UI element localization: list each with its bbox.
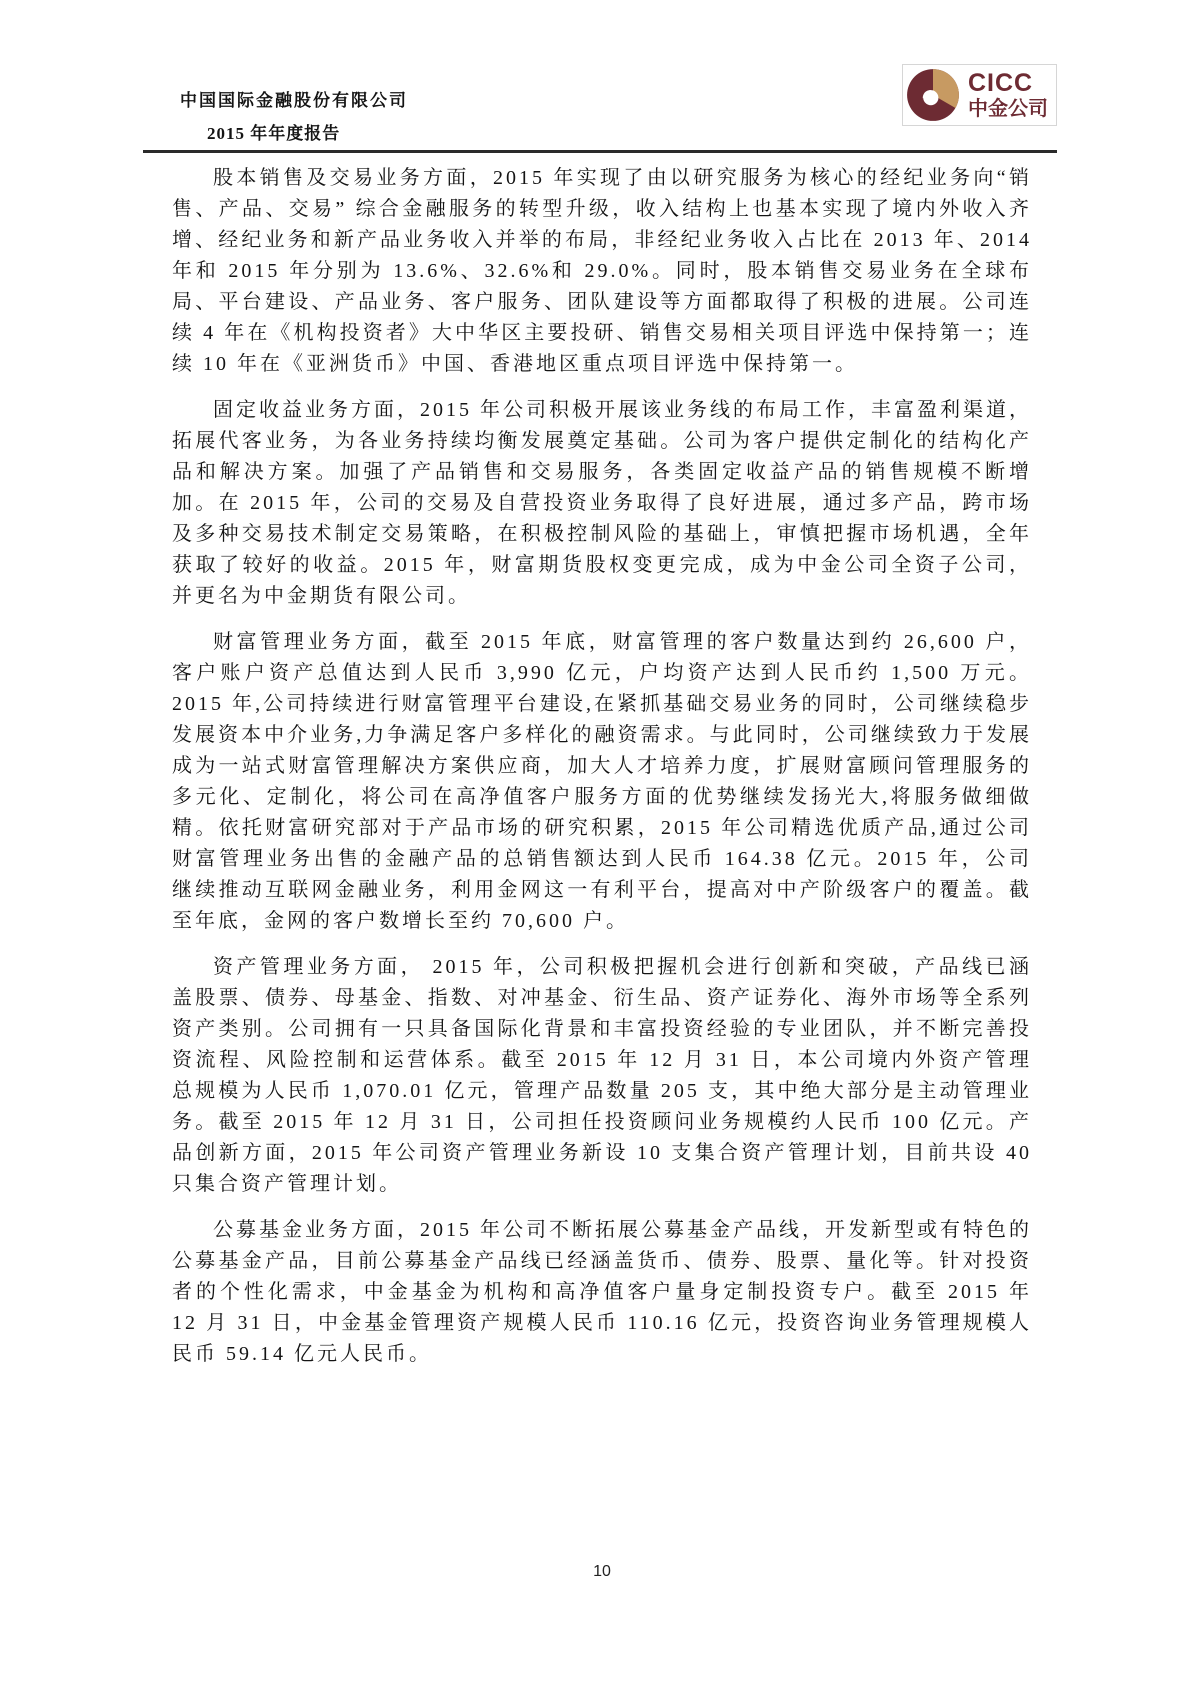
report-body (172, 163, 1032, 1385)
cicc-logo (902, 64, 1057, 126)
company-name: 中国国际金融股份有限公司 (180, 91, 408, 110)
cicc-logo-latin: CICC (968, 69, 1034, 97)
report-title: 2015 年年度报告 (207, 124, 341, 143)
header-divider (143, 150, 1057, 153)
paragraph-equity-sales-trading: 股本销售及交易业务方面，2015 年实现了由以研究服务为核心的经纪业务向“销售、产品、交易” 综合金融服务的转型升级，收入结构上也基本实现了境内外收入齐增、经纪业务和新产品业务收入并举的布局，非经纪业务收入占比在 2013 年、2014 年和 2015 年分别为 13.6%、32.6%和 29.0%。同时，股本销售交易业务在全球布局、平台建设、产品业务、客户服务、团队建设等方面都取得了积极的进展。公司连续 4 年在《机构投资者》大中华区主要投研、销售交易相关项目评选中保持第一；连续 10 年在《亚洲货币》中国、香港地区重点项目评选中保持第一。 (172, 167, 1032, 375)
cicc-logo-icon (906, 68, 960, 122)
paragraph-wealth-management: 财富管理业务方面，截至 2015 年底，财富管理的客户数量达到约 26,600 户，客户账户资产总值达到人民币 3,990 亿元，户均资产达到人民币约 1,500 万元。2015 年,公司持续进行财富管理平台建设,在紧抓基础交易业务的同时，公司继续稳步发展资本中介业务,力争满足客户多样化的融资需求。与此同时，公司继续致力于发展成为一站式财富管理解决方案供应商，加大人才培养力度，扩展财富顾问管理服务的多元化、定制化，将公司在高净值客户服务方面的优势继续发扬光大,将服务做细做精。依托财富研究部对于产品市场的研究积累，2015 年公司精选优质产品,通过公司财富管理业务出售的金融产品的总销售额达到人民币 164.38 亿元。2015 年，公司继续推动互联网金融业务，利用金网这一有利平台，提高对中产阶级客户的覆盖。截至年底，金网的客户数增长至约 70,600 户。 (172, 631, 1032, 932)
paragraph-fixed-income: 固定收益业务方面，2015 年公司积极开展该业务线的布局工作，丰富盈利渠道，拓展代客业务，为各业务持续均衡发展奠定基础。公司为客户提供定制化的结构化产品和解决方案。加强了产品销售和交易服务，各类固定收益产品的销售规模不断增加。在 2015 年，公司的交易及自营投资业务取得了良好进展，通过多产品，跨市场及多种交易技术制定交易策略，在积极控制风险的基础上，审慎把握市场机遇，全年获取了较好的收益。2015 年，财富期货股权变更完成，成为中金公司全资子公司，并更名为中金期货有限公司。 (172, 399, 1032, 607)
cicc-logo-chinese: 中金公司 (968, 98, 1048, 120)
paragraph-asset-management: 资产管理业务方面， 2015 年，公司积极把握机会进行创新和突破，产品线已涵盖股票、债券、母基金、指数、对冲基金、衍生品、资产证券化、海外市场等全系列资产类别。公司拥有一只具备国际化背景和丰富投资经验的专业团队，并不断完善投资流程、风险控制和运营体系。截至 2015 年 12 月 31 日，本公司境内外资产管理总规模为人民币 1,070.01 亿元，管理产品数量 205 支，其中绝大部分是主动管理业务。截至 2015 年 12 月 31 日，公司担任投资顾问业务规模约人民币 100 亿元。产品创新方面，2015 年公司资产管理业务新设 10 支集合资产管理计划，目前共设 40 只集合资产管理计划。 (172, 956, 1032, 1195)
page-number: 10 (593, 1563, 611, 1580)
cicc-logo-text (968, 71, 1048, 119)
paragraph-mutual-funds: 公募基金业务方面，2015 年公司不断拓展公募基金产品线，开发新型或有特色的公募基金产品，目前公募基金产品线已经涵盖货币、债券、股票、量化等。针对投资者的个性化需求，中金基金为机构和高净值客户量身定制投资专户。截至 2015 年 12 月 31 日，中金基金管理资产规模人民币 110.16 亿元，投资咨询业务管理规模人民币 59.14 亿元人民币。 (172, 1219, 1032, 1365)
